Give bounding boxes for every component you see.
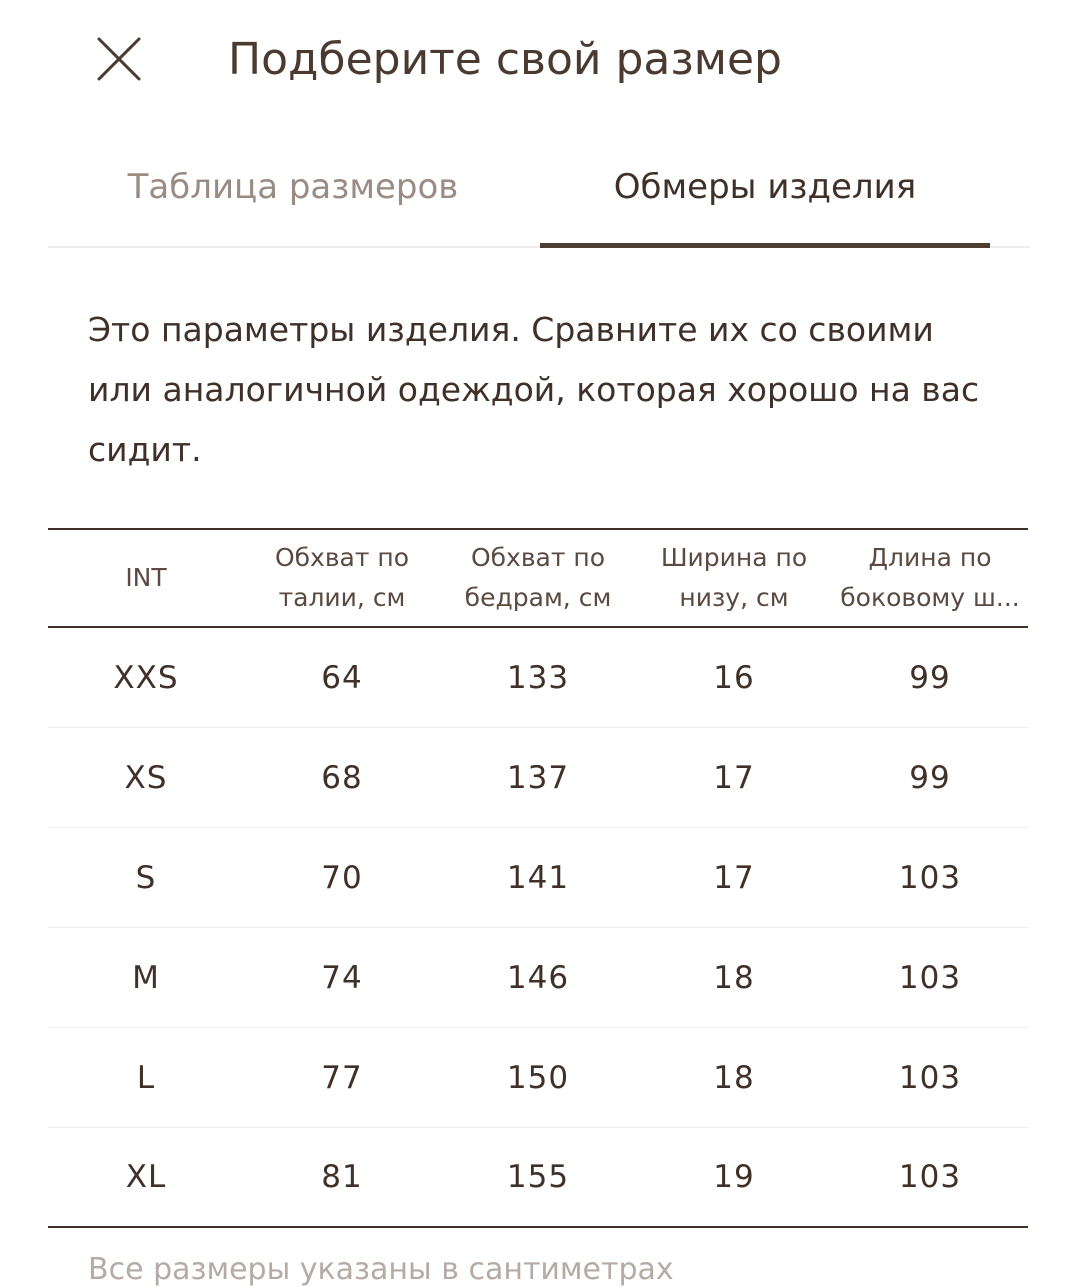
side-length-cell: 103 xyxy=(898,1159,962,1195)
column-header-line: INT xyxy=(125,563,167,592)
hips-cell: 141 xyxy=(506,859,570,896)
column-header-line: Обхват по xyxy=(274,543,410,572)
close-icon xyxy=(92,32,146,86)
size-cell: XL xyxy=(125,1159,167,1195)
table-header-row xyxy=(48,528,1028,628)
size-cell: S xyxy=(135,859,157,896)
column-header-line: талии, см xyxy=(278,583,406,612)
size-cell: XS xyxy=(124,759,168,796)
hem-width-cell: 18 xyxy=(713,1059,755,1096)
table-row xyxy=(48,1028,1028,1128)
table-row xyxy=(48,728,1028,828)
page-title: Подберите свой размер xyxy=(228,34,782,85)
tab-size-chart[interactable]: Таблица размеров xyxy=(127,167,459,207)
side-length-cell: 99 xyxy=(909,759,951,796)
column-header-int xyxy=(48,558,244,598)
table-row xyxy=(48,928,1028,1028)
waist-cell: 74 xyxy=(321,959,363,996)
hem-width-cell: 18 xyxy=(713,959,755,996)
hips-cell: 146 xyxy=(506,959,570,996)
side-length-cell: 103 xyxy=(898,1059,962,1096)
column-header-line: бедрам, см xyxy=(464,583,612,612)
waist-cell: 77 xyxy=(321,1059,363,1096)
column-header-waist xyxy=(244,538,440,618)
size-cell: XXS xyxy=(113,659,179,696)
waist-cell: 81 xyxy=(321,1159,363,1195)
column-header-line: боковому ш... xyxy=(840,583,1020,612)
hips-cell: 133 xyxy=(506,659,570,696)
measurements-table xyxy=(48,528,1028,1228)
side-length-cell: 103 xyxy=(898,959,962,996)
column-header-side-length xyxy=(832,538,1028,618)
column-header-line: Ширина по xyxy=(660,543,808,572)
table-row xyxy=(48,1128,1028,1228)
close-button[interactable] xyxy=(92,32,146,86)
hem-width-cell: 17 xyxy=(713,759,755,796)
hips-cell: 155 xyxy=(506,1159,570,1195)
waist-cell: 68 xyxy=(321,759,363,796)
column-header-line: низу, см xyxy=(679,583,789,612)
hips-cell: 137 xyxy=(506,759,570,796)
column-header-hem-width xyxy=(636,538,832,618)
tab-bar xyxy=(48,130,1030,248)
side-length-cell: 99 xyxy=(909,659,951,696)
hem-width-cell: 16 xyxy=(713,659,755,696)
footnote-text: Все размеры указаны в сантиметрах xyxy=(88,1252,674,1287)
table-row xyxy=(48,828,1028,928)
hem-width-cell: 17 xyxy=(713,859,755,896)
column-header-hips xyxy=(440,538,636,618)
tab-product-measurements[interactable]: Обмеры изделия xyxy=(613,167,917,207)
column-header-line: Длина по xyxy=(868,543,992,572)
column-header-line: Обхват по xyxy=(470,543,606,572)
active-tab-indicator xyxy=(540,243,990,248)
size-cell: L xyxy=(136,1059,156,1096)
side-length-cell: 103 xyxy=(898,859,962,896)
table-row xyxy=(48,628,1028,728)
hips-cell: 150 xyxy=(506,1059,570,1096)
hem-width-cell: 19 xyxy=(713,1159,755,1195)
waist-cell: 70 xyxy=(321,859,363,896)
modal-header xyxy=(0,0,1080,120)
waist-cell: 64 xyxy=(321,659,363,696)
description-text: Это параметры изделия. Сравните их со своими или аналогичной одеждой, которая хорошо на вас сидит. xyxy=(88,310,980,469)
size-cell: M xyxy=(132,959,160,996)
